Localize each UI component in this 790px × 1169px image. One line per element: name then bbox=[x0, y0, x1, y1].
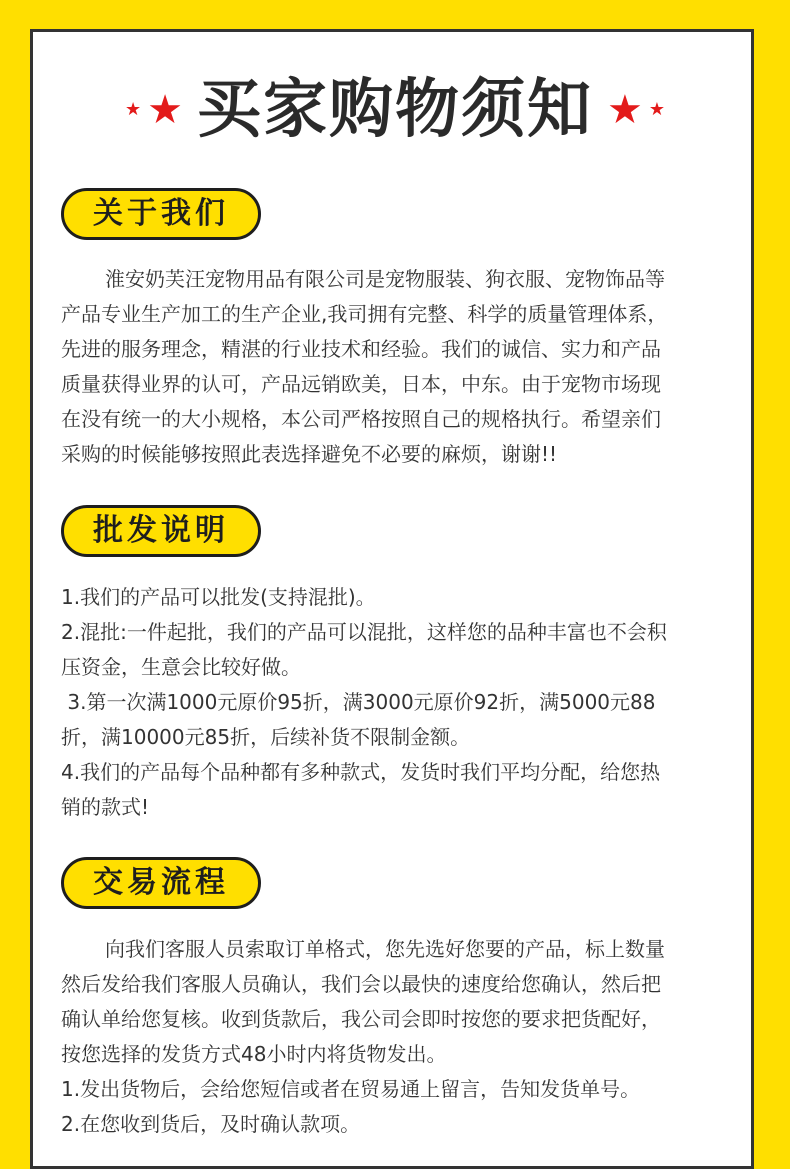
text-line: 按您选择的发货方式48小时内将货物发出。 bbox=[61, 1042, 447, 1066]
text-line: 向我们客服人员索取订单格式，您先选好您要的产品，标上数量 bbox=[105, 937, 665, 961]
section-body-about bbox=[61, 262, 733, 472]
text-line: 质量获得业界的认可，产品远销欧美，日本，中东。由于宠物市场现 bbox=[61, 372, 661, 396]
text-line: 2.混批:一件起批，我们的产品可以混批，这样您的品种丰富也不会积 bbox=[61, 620, 667, 644]
star-icon: ★ bbox=[147, 87, 183, 133]
text-line: 压资金，生意会比较好做。 bbox=[61, 655, 301, 679]
text-line: 2.在您收到货后，及时确认款项。 bbox=[61, 1112, 361, 1136]
text-line: 采购的时候能够按照此表选择避免不必要的麻烦，谢谢!! bbox=[61, 442, 558, 466]
text-line: 确认单给您复核。收到货款后，我公司会即时按您的要求把货配好， bbox=[61, 1007, 661, 1031]
text-line: 1.发出货物后，会给您短信或者在贸易通上留言，告知发货单号。 bbox=[61, 1077, 641, 1101]
section-heading-about: 关于我们 bbox=[61, 188, 261, 240]
section-body-process bbox=[61, 932, 733, 1142]
text-line: 销的款式! bbox=[61, 795, 150, 819]
text-line: 1.我们的产品可以批发(支持混批)。 bbox=[61, 585, 376, 609]
text-line: 然后发给我们客服人员确认，我们会以最快的速度给您确认，然后把 bbox=[61, 972, 661, 996]
text-line: 3.第一次满1000元原价95折，满3000元原价92折，满5000元88 bbox=[61, 690, 656, 714]
section-body-wholesale bbox=[61, 580, 733, 825]
section-heading-process: 交易流程 bbox=[61, 857, 261, 909]
text-line: 淮安奶芙汪宠物用品有限公司是宠物服装、狗衣服、宠物饰品等 bbox=[105, 267, 665, 291]
page-title: 买家购物须知 bbox=[197, 73, 593, 147]
text-line: 产品专业生产加工的生产企业,我司拥有完整、科学的质量管理体系， bbox=[61, 302, 668, 326]
text-line: 在没有统一的大小规格，本公司严格按照自己的规格执行。希望亲们 bbox=[61, 407, 661, 431]
text-line: 4.我们的产品每个品种都有多种款式，发货时我们平均分配，给您热 bbox=[61, 760, 661, 784]
left-stars bbox=[125, 87, 183, 133]
title-row bbox=[33, 70, 757, 150]
section-heading-wholesale: 批发说明 bbox=[61, 505, 261, 557]
star-icon: ★ bbox=[648, 99, 665, 120]
notice-card bbox=[30, 29, 754, 1169]
right-stars bbox=[607, 87, 665, 133]
star-icon: ★ bbox=[607, 87, 643, 133]
text-line: 折，满10000元85折，后续补货不限制金额。 bbox=[61, 725, 471, 749]
star-icon: ★ bbox=[125, 99, 142, 120]
text-line: 先进的服务理念，精湛的行业技术和经验。我们的诚信、实力和产品 bbox=[61, 337, 661, 361]
